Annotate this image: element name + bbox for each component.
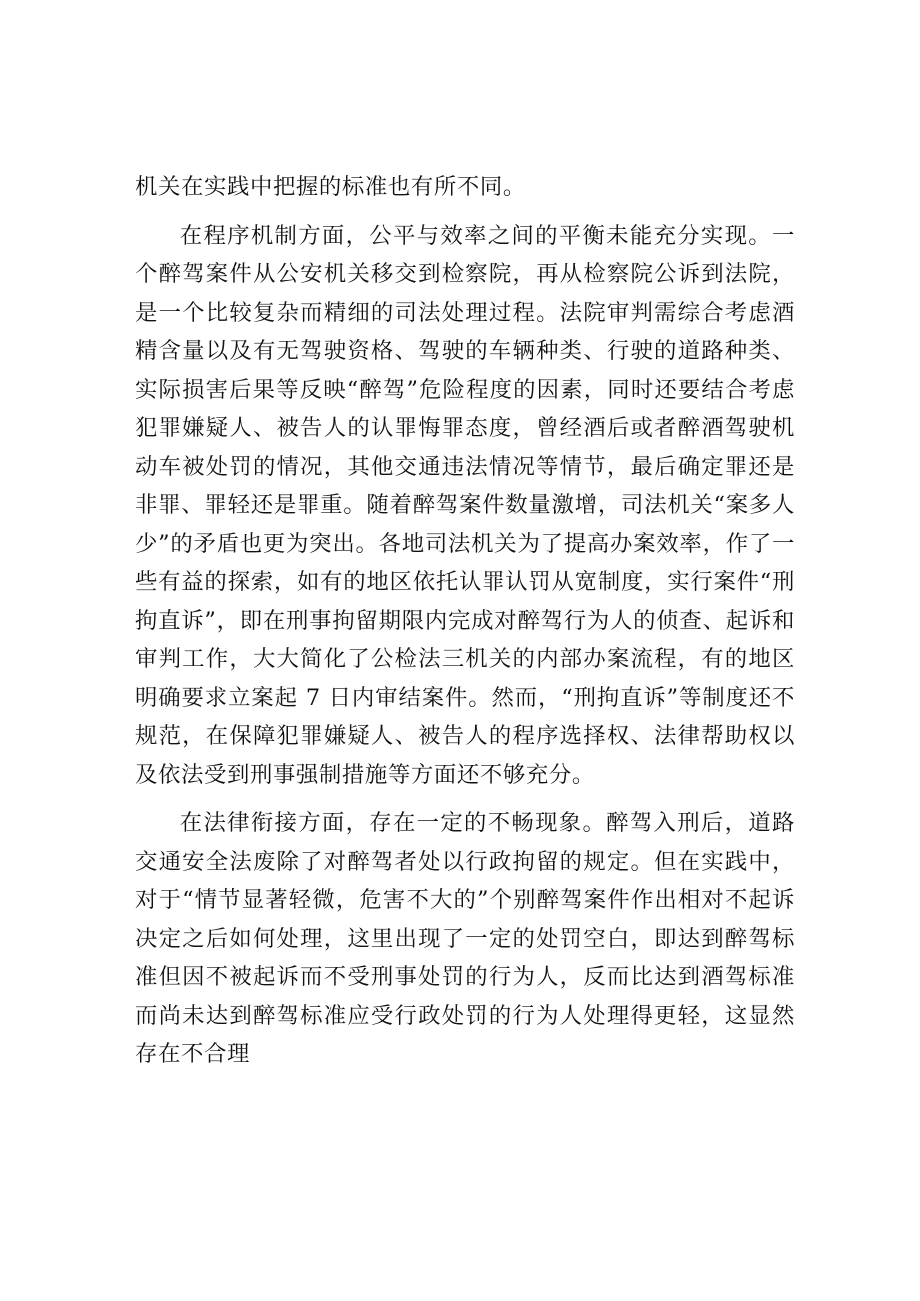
paragraph-spacer	[135, 794, 795, 804]
paragraph-procedure-mechanism: 在程序机制方面，公平与效率之间的平衡未能充分实现。一个醉驾案件从公安机关移交到检察院，再从检察院公诉到法院，是一个比较复杂而精细的司法处理过程。法院审判需综合考虑酒精含量以及有无驾驶资格、驾驶的车辆种类、行驶的道路种类、实际损害后果等反映“醉驾”危险程度的因素，同时还要结合考虑犯罪嫌疑人、被告人的认罪悔罪态度，曾经酒后或者醉酒驾驶机动车被处罚的情况，其他交通违法情况等情节，最后确定罪还是非罪、罪轻还是罪重。随着醉驾案件数量激增，司法机关“案多人少”的矛盾也更为突出。各地司法机关为了提高办案效率，作了一些有益的探索，如有的地区依托认罪认罚从宽制度，实行案件“刑拘直诉”，即在刑事拘留期限内完成对醉驾行为人的侦查、起诉和审判工作，大大简化了公检法三机关的内部办案流程，有的地区明确要求立案起 7 日内审结案件。然而，“刑拘直诉”等制度还不规范，在保障犯罪嫌疑人、被告人的程序选择权、法律帮助权以及依法受到刑事强制措施等方面还不够充分。	[135, 222, 795, 788]
paragraph-continuation: 机关在实践中把握的标准也有所不同。	[135, 174, 526, 200]
document-body	[135, 168, 795, 1074]
paragraph-legal-connection: 在法律衔接方面，存在一定的不畅现象。醉驾入刑后，道路交通安全法废除了对醉驾者处以行政拘留的规定。但在实践中，对于“情节显著轻微，危害不大的”个别醉驾案件作出相对不起诉决定之后如何处理，这里出现了一定的处罚空白，即达到醉驾标准但因不被起诉而不受刑事处罚的行为人，反而比达到酒驾标准而尚未达到醉驾标准应受行政处罚的行为人处理得更轻，这显然存在不合理	[135, 810, 795, 1067]
paragraph-spacer	[135, 207, 795, 217]
